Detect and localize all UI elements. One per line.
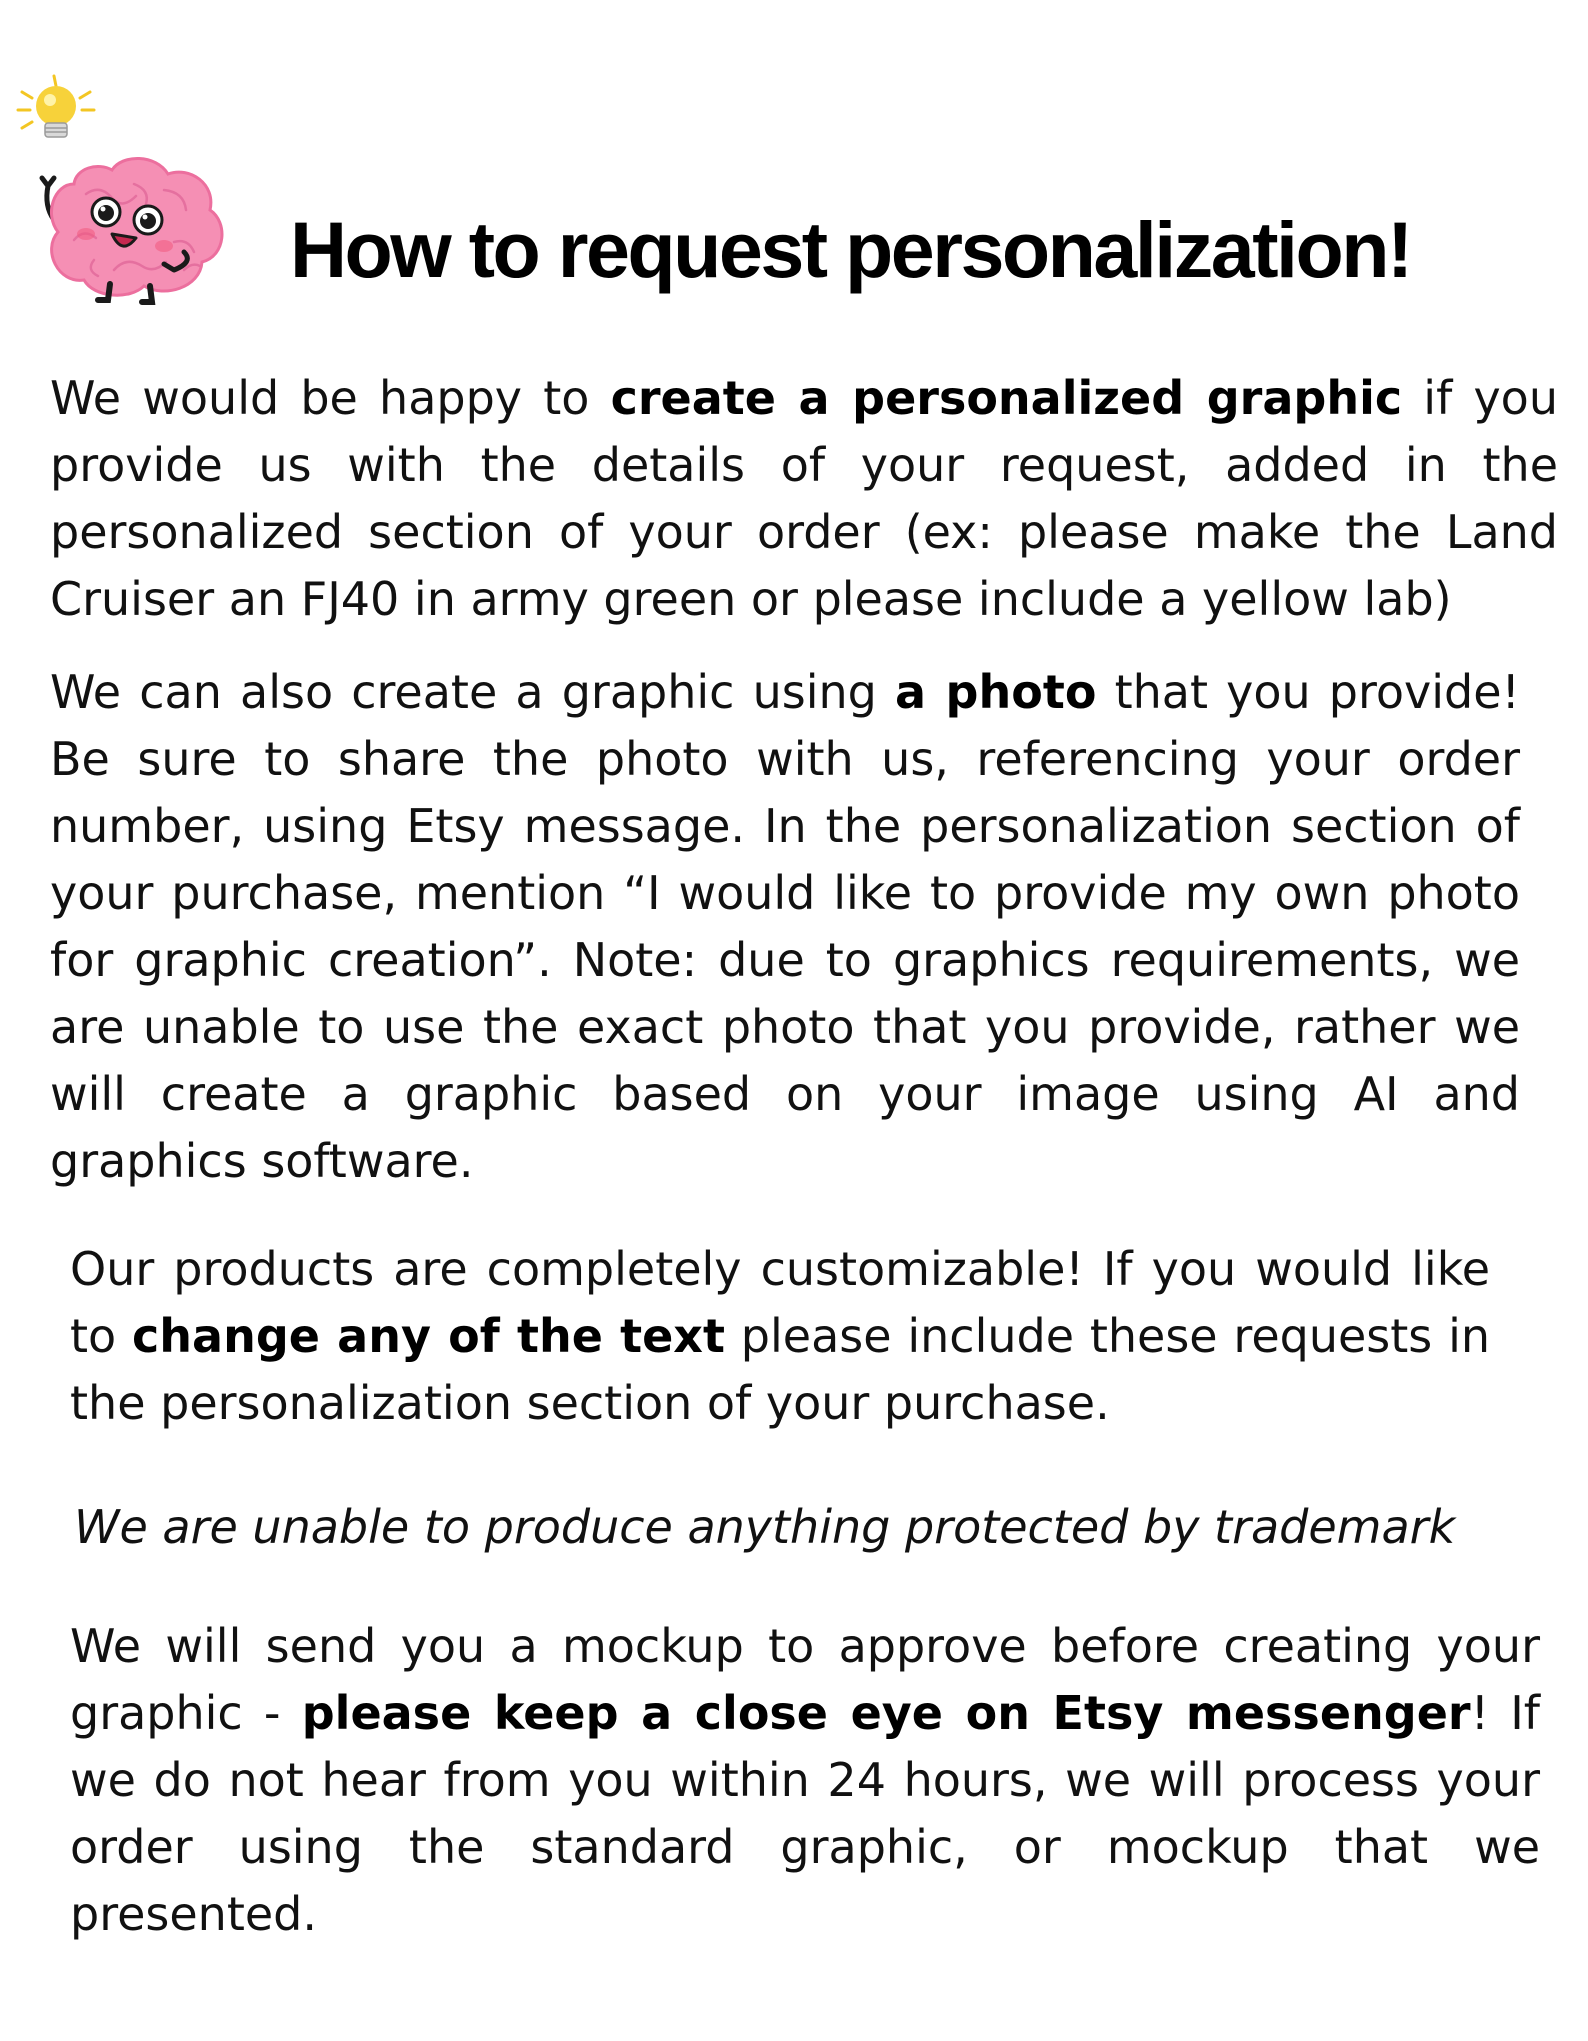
cheek: [155, 240, 173, 252]
paragraph-text: that you provide! Be sure to share the photo with us, referencing your order number, using Etsy message. In the personalization section of your purchase, mention “I would like to provide my own photo for graphic creation”. Note: due to graphics requirements, we are unable to use the exact photo that you provide, rather we will create a graphic based on your image using AI and graphics software.: [50, 665, 1520, 1188]
emphasis-text: please keep a close eye on Etsy messenger: [301, 1686, 1471, 1740]
cheek: [77, 228, 95, 240]
brain-lightbulb-icon: [14, 74, 246, 310]
paragraph-text: We would be happy to: [50, 371, 611, 425]
emphasis-text: a photo: [894, 665, 1097, 719]
paragraph-text: Our products are completely customizable! If you would like to: [70, 1242, 1490, 1363]
paragraph-text: We will send you a mockup to approve before creating your graphic -: [70, 1619, 1540, 1740]
paragraph-text: please include these requests in the personalization section of your purchase.: [70, 1309, 1490, 1430]
paragraph-text: ! If we do not hear from you within 24 hours, we will process your order using the standard graphic, or mockup that we presented.: [70, 1686, 1540, 1941]
paragraph-photo-graphic: [50, 659, 1520, 1195]
paragraph-text: if you provide us with the details of your request, added in the personalized section of your order (ex: please make the Land Cruiser an FJ40 in army green or please include a yellow lab): [50, 371, 1558, 626]
emphasis-text: change any of the text: [132, 1309, 725, 1363]
emphasis-text: create a personalized graphic: [610, 371, 1403, 425]
paragraph-text: We can also create a graphic using: [50, 665, 895, 719]
paragraph-personalized-graphic: [50, 365, 1558, 633]
trademark-notice: We are unable to produce anything protected by trademark: [74, 1500, 1456, 1554]
page-title: How to request personalization!: [290, 205, 1411, 294]
lightbulb-icon: [36, 86, 76, 137]
paragraph-mockup-approval: [70, 1613, 1540, 1948]
paragraph-customizable-text: [70, 1236, 1490, 1437]
